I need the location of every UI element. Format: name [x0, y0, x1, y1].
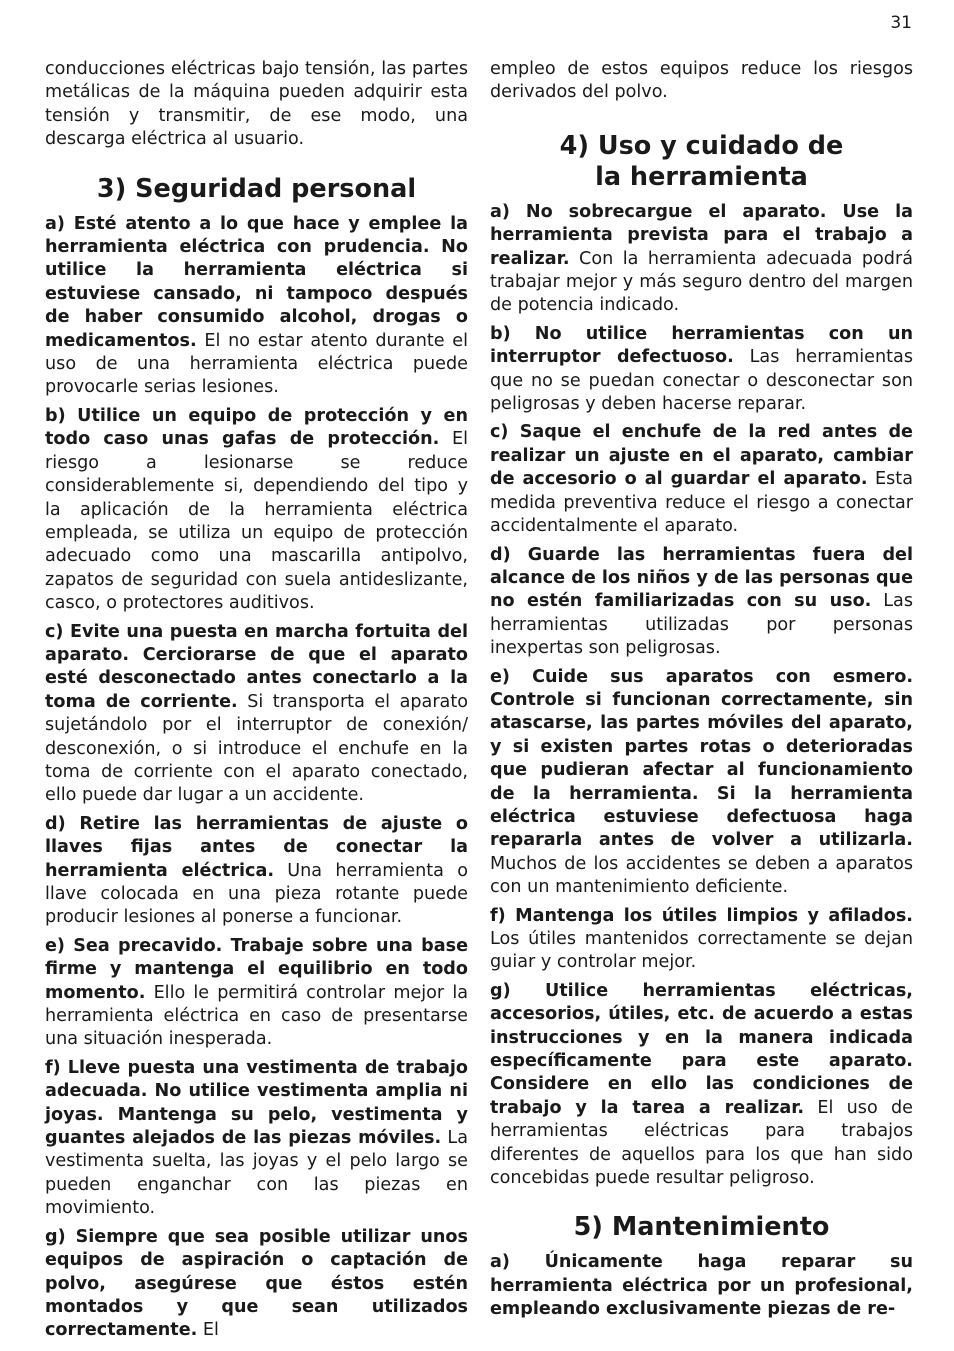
item-text: Muchos de los accidentes se deben a aparatos con un mantenimiento deficiente. — [490, 853, 913, 898]
list-item — [45, 405, 468, 616]
list-item — [490, 666, 913, 900]
list-item — [45, 935, 468, 1052]
section-heading-seguridad-personal: 3) Seguridad personal — [96, 173, 417, 204]
list-item — [490, 421, 913, 538]
item-text: El riesgo a lesionarse se reduce considerablemente si, dependiendo del tipo y la aplicación de la herramienta eléctrica empleada, se utiliza un equipo de protección adecuado como una mascarilla antipolvo, zapatos de seguridad con suela antideslizante, casco, o protectores auditivos. — [45, 429, 469, 614]
item-text: La vestimenta suelta, las joyas y el pelo largo se pueden enganchar con las piezas en movimiento. — [45, 1128, 468, 1219]
list-item — [45, 1057, 468, 1221]
item-bold-text: f) Lleve puesta una vestimenta de trabajo adecuada. No utilice vestimenta amplia ni joyas. Mantenga su pelo, vestimenta y guantes alejados de las piezas móviles. — [45, 1057, 468, 1149]
section-heading-mantenimiento: 5) Mantenimiento — [573, 1212, 830, 1243]
item-bold-text: e) Cuide sus aparatos con esmero. Controle si funcionan correctamente, sin atascarse, las partes móviles del aparato, y si existen partes rotas o deterioradas que pudieran afectar al funcionamiento de la herramienta. Si la herramienta eléctrica estuviese defectuosa haga repararla antes de volver a utilizarla. — [490, 666, 913, 851]
list-item — [490, 323, 913, 417]
item-text: Los útiles mantenidos correctamente se dejan guiar y controlar mejor. — [490, 929, 913, 973]
heading-line-1: 4) Uso y cuidado de — [559, 130, 844, 161]
left-intro-paragraph: conducciones eléctricas bajo tensión, las partes metálicas de la máquina pueden adquirir esta tensión y transmitir, de ese modo, una descarga eléctrica al usuario. — [45, 59, 468, 150]
list-item — [45, 213, 468, 400]
item-text: Ello le permitirá controlar mejor la herramienta eléctrica en caso de presentarse una situación inesperada. — [45, 982, 468, 1050]
right-intro-paragraph: empleo de estos equipos reduce los riesgos derivados del polvo. — [490, 59, 913, 103]
item-bold-text: d) Retire las herramientas de ajuste o llaves fijas antes de conectar la herramienta eléctrica. — [45, 813, 468, 881]
section-heading-uso-cuidado — [490, 131, 913, 193]
list-item — [490, 980, 913, 1191]
item-bold-text: e) Sea precavido. Trabaje sobre una base firme y mantenga el equilibrio en todo momento. — [45, 935, 468, 1003]
list-item — [45, 813, 468, 930]
list-item — [490, 201, 913, 318]
list-item — [45, 621, 468, 808]
item-bold-text: a) Esté atento a lo que hace y emplee la herramienta eléctrica con prudencia. No utilice la herramienta eléctrica si estuviese cansado, ni tampoco después de haber consumido alcohol, drogas o medicamentos. — [45, 213, 468, 351]
item-text: Si transporta el aparato sujetándolo por el interruptor de conexión/ desconexión, o si introduce el enchufe en la toma de corriente con el aparato conectado, ello puede dar lugar a un accidente. — [45, 691, 468, 806]
list-item — [490, 544, 913, 661]
list-item — [490, 905, 913, 975]
item-bold-text: b) No utilice herramientas con un interruptor defectuoso. — [490, 323, 913, 368]
item-bold-text: c) Saque el enchufe de la red antes de realizar un ajuste en el aparato, cambiar de accesorio o al guardar el aparato. — [490, 422, 913, 490]
list-item — [490, 1251, 913, 1321]
item-bold-text: d) Guarde las herramientas fuera del alcance de los niños y de las personas que no estén familiarizadas con su uso. — [490, 544, 913, 612]
item-text: El uso de herramientas eléctricas para trabajos diferentes de aquellos para los que han sido concebidas puede resultar peligroso. — [490, 1097, 913, 1189]
heading-line-2: la herramienta — [595, 161, 808, 192]
item-text: El — [197, 1320, 219, 1341]
item-bold-text: c) Evite una puesta en marcha fortuita del aparato. Cerciorarse de que el aparato esté desconectado antes conectarlo a la toma de corriente. — [45, 621, 468, 712]
left-column — [45, 58, 468, 1348]
item-text: Con la herramienta adecuada podrá trabajar mejor y más seguro dentro del margen de potencia indicado. — [490, 248, 913, 316]
item-text: Esta medida preventiva reduce el riesgo a conectar accidentalmente el aparato. — [490, 469, 913, 537]
item-bold-text: b) Utilice un equipo de protección y en todo caso unas gafas de protección. — [45, 405, 468, 450]
list-item — [45, 1226, 468, 1343]
item-text: El no estar atento durante el uso de una herramienta eléctrica puede provocarle serias lesiones. — [45, 330, 468, 398]
item-bold-text: f) Mantenga los útiles limpios y afilados. — [490, 905, 913, 926]
item-bold-text: g) Siempre que sea posible utilizar unos equipos de aspiración o captación de polvo, asegúrese que éstos estén montados y que sean utilizados correctamente. — [45, 1226, 468, 1341]
item-bold-text: g) Utilice herramientas eléctricas, accesorios, útiles, etc. de acuerdo a estas instrucciones y en la manera indicada específicamente para este aparato. Considere en ello las condiciones de trabajo y la tarea a realizar. — [490, 980, 913, 1118]
right-column — [490, 58, 913, 1327]
item-text: Las herramientas utilizadas por personas inexpertas son peligrosas. — [490, 591, 913, 659]
item-bold-text: a) Únicamente haga reparar su herramienta eléctrica por un profesional, empleando exclusivamente piezas de re- — [490, 1252, 913, 1320]
page-number: 31 — [890, 13, 912, 33]
item-text: Las herramientas que no se puedan conectar o desconectar son peligrosas y deben hacerse reparar. — [490, 347, 913, 415]
item-bold-text: a) No sobrecargue el aparato. Use la herramienta prevista para el trabajo a realizar. — [490, 201, 913, 269]
item-text: Una herramienta o llave colocada en una pieza rotante puede producir lesiones al ponerse a funcionar. — [45, 860, 468, 928]
